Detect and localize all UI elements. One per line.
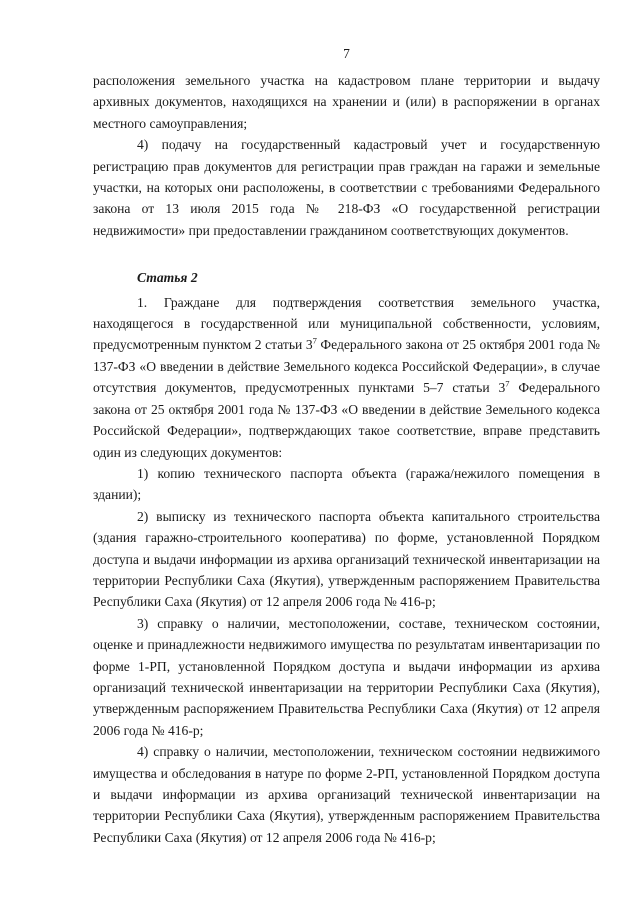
paragraph-item-4: 4) подачу на государственный кадастровый учет и государственную регистрацию прав документов для регистрации прав граждан на гаражи и земельные участки, на которых они расположены, в соответствии с требованиями Федерального закона от 13 июля 2015 года № 218-ФЗ «О государственной регистрации недвижимости» при предоставлении гражданином соответствующих документов. [93, 137, 600, 238]
document-body [93, 70, 600, 848]
superscript-marker: 7 [505, 378, 510, 389]
paragraph-continued: расположения земельного участка на кадастровом плане территории и выдачу архивных документов, находящихся на хранении и (или) в распоряжении в органах местного самоуправления; [93, 73, 600, 131]
list-item-1: 1) копию технического паспорта объекта (гаража/нежилого помещения в здании); [93, 465, 600, 503]
clause-1-text-part-2: Федерального закона от 25 октября 2001 года № 137-ФЗ «О введении в действие Земельного кодекса Российской Федерации», в случае отсутствия документов, предусмотренных пунктами 5–7 статьи 3 [93, 337, 600, 396]
page-number: 7 [343, 46, 350, 61]
clause-1-text-part-3: Федерального закона от 25 октября 2001 года № 137-ФЗ «О введении в действие Земельного кодекса Российской Федерации», подтверждающих такое соответствие, вправе представить один из следующих документов: [93, 380, 601, 460]
list-item-4: 4) справку о наличии, местоположении, техническом состоянии недвижимого имущества и обследования в натуре по форме 2-РП, установленной Порядком доступа и выдачи информации из архива организаций технической инвентаризации на территории Республики Саха (Якутия), утвержденным распоряжением Правительства Республики Саха (Якутия) от 12 апреля 2006 года № 416-р; [93, 744, 600, 845]
article-2-clause-1 [93, 292, 600, 463]
superscript-marker: 7 [312, 335, 317, 346]
article-heading: Статья 2 [137, 270, 198, 286]
list-item-2: 2) выписку из технического паспорта объекта капитального строительства (здания гаражно-строительного кооператива) по форме, установленной Порядком доступа и выдачи информации из архива организаций технической инвентаризации на территории Республики Саха (Якутия), утвержденным распоряжением Правительства Республики Саха (Якутия) от 12 апреля 2006 года № 416-р; [93, 508, 600, 610]
clause-1-text-part-1: 1. Граждане для подтверждения соответствия земельного участка, находящегося в государственной или муниципальной собственности, условиям, предусмотренным пунктом 2 статьи 3 [93, 294, 600, 353]
list-item-3: 3) справку о наличии, местоположении, составе, техническом состоянии, оценке и принадлежности недвижимого имущества по результатам инвентаризации по форме 1-РП, установленной Порядком доступа и выдачи информации из архива организаций технической инвентаризации на территории Республики Саха (Якутия), утвержденным распоряжением Правительства Республики Саха (Якутия) от 12 апреля 2006 года № 416-р; [93, 615, 600, 738]
